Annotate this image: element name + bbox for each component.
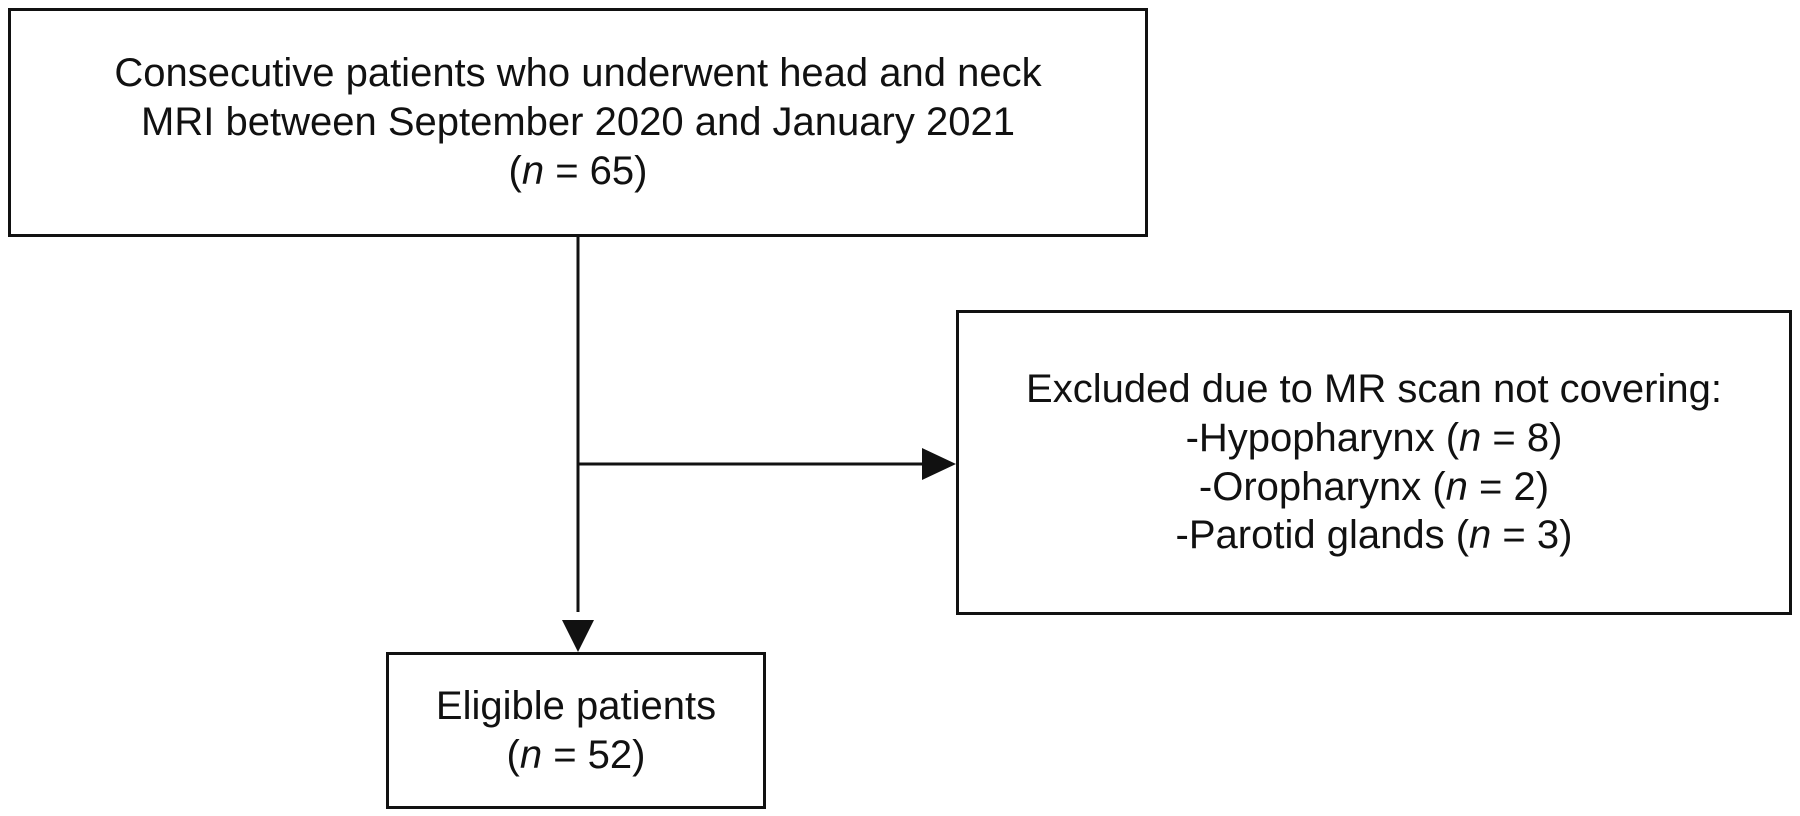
eligible-box [386, 652, 766, 809]
eligible-box-count: (n = 52) [506, 732, 646, 777]
start-box [8, 8, 1148, 237]
excluded-box-title: Excluded due to MR scan not covering: [1026, 366, 1722, 411]
exclusion-right-arrowhead-icon [922, 448, 956, 480]
start-box-line-2: MRI between September 2020 and January 2021 [141, 100, 1015, 145]
start-box-count: (n = 65) [508, 148, 648, 193]
excluded-box [956, 310, 1792, 615]
main-down-arrowhead-icon [562, 620, 594, 652]
eligible-box-title: Eligible patients [435, 683, 717, 728]
excluded-item-parotid-glands: -Parotid glands (n = 3) [1175, 513, 1573, 558]
excluded-item-hypopharynx: -Hypopharynx (n = 8) [1185, 415, 1563, 460]
excluded-item-oropharynx: -Oropharynx (n = 2) [1198, 464, 1550, 509]
start-box-line-1: Consecutive patients who underwent head and neck [114, 51, 1042, 96]
